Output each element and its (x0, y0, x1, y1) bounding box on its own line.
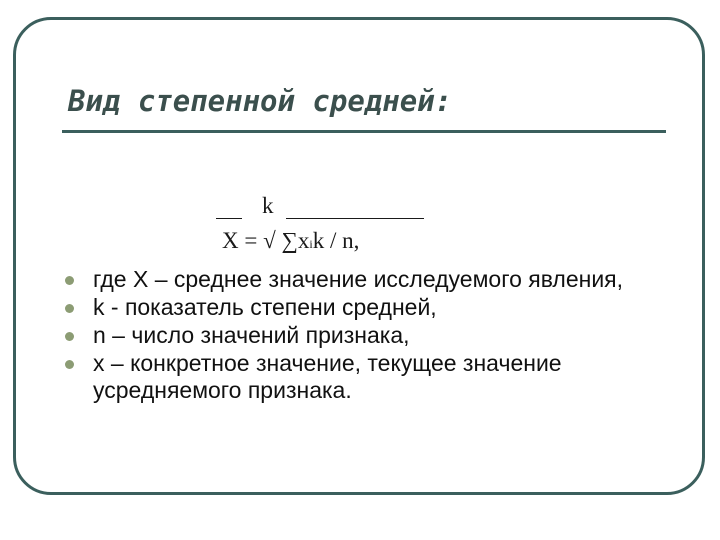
list-item (64, 294, 664, 321)
power-mean-formula (0, 0, 720, 260)
list-item (64, 322, 664, 349)
bullet-dot-icon (65, 360, 74, 369)
formula-mean-bar (216, 218, 242, 219)
formula-rhs: k / n, (312, 228, 360, 253)
formula-expression (222, 228, 359, 254)
formula-subscript: i (309, 237, 313, 251)
definitions-list (64, 266, 664, 405)
formula-lhs: X = √ ∑x (222, 228, 310, 253)
bullet-dot-icon (65, 304, 74, 313)
bullet-dot-icon (65, 332, 74, 341)
list-item-text: где X – среднее значение исследуемого явления, (93, 266, 624, 292)
list-item (64, 266, 664, 293)
list-item (64, 350, 664, 404)
formula-root-index: k (262, 193, 274, 218)
list-item-text: n – число значений признака, (93, 322, 410, 348)
list-item-text: k - показатель степени средней, (93, 294, 437, 320)
slide-title: Вид степенной средней: (68, 84, 453, 118)
bullet-dot-icon (65, 276, 74, 285)
formula-radical-bar (286, 218, 424, 219)
list-item-text: x – конкретное значение, текущее значение усредняемого признака. (93, 350, 562, 403)
